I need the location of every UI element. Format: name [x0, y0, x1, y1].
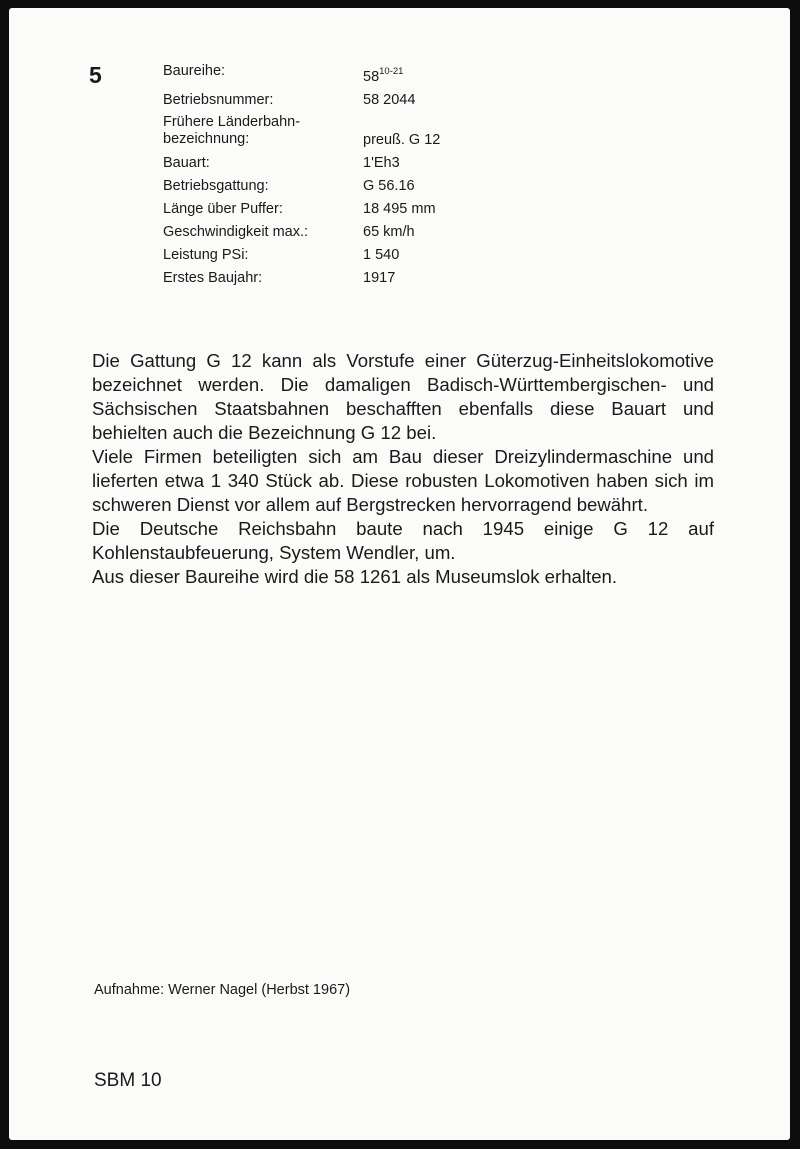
spec-label: Länge über Puffer: — [163, 201, 283, 217]
spec-label: Betriebsgattung: — [163, 178, 269, 194]
photo-credit: Aufnahme: Werner Nagel (Herbst 1967) — [94, 982, 351, 998]
spec-label — [163, 112, 363, 152]
spec-row — [163, 267, 440, 290]
spec-value — [363, 60, 403, 89]
spec-label: Baureihe: — [163, 63, 226, 79]
spec-label: Leistung PSi: — [163, 247, 249, 263]
description-paragraph: Aus dieser Baureihe wird die 58 1261 als Museumslok erhalten. — [92, 566, 618, 587]
spec-row — [163, 221, 440, 244]
spec-value: 18 495 mm — [363, 201, 436, 217]
spec-row — [163, 175, 440, 198]
spec-value: 65 km/h — [363, 224, 415, 240]
postcard-back — [9, 8, 790, 1140]
spec-label: Geschwindigkeit max.: — [163, 224, 309, 240]
spec-row — [163, 112, 440, 152]
spec-value: 1'Eh3 — [363, 155, 400, 171]
description-paragraph: Die Gattung G 12 kann als Vorstufe einer Güterzug-Einheitslokomotive bezeichnet werden. Die damaligen Badisch-Württembergischen- und Sächsischen Staatsbahnen beschafften ebenfalls diese Bauart und behielten auch die Bezeichnung G 12 bei. — [92, 350, 714, 443]
spec-table — [163, 60, 440, 290]
spec-value-superscript: 10-21 — [379, 66, 404, 77]
spec-value-main: 58 — [363, 69, 380, 85]
spec-label-line: bezeichnung: — [163, 131, 250, 147]
spec-value: 1917 — [363, 270, 396, 286]
spec-label: Bauart: — [163, 155, 210, 171]
series-code: SBM 10 — [94, 1070, 162, 1091]
spec-value: 58 2044 — [363, 92, 416, 108]
spec-label: Erstes Baujahr: — [163, 270, 263, 286]
spec-row — [163, 198, 440, 221]
spec-row — [163, 244, 440, 267]
spec-label-line: Frühere Länderbahn- — [163, 114, 301, 130]
spec-value: G 56.16 — [363, 178, 415, 194]
spec-value: 1 540 — [363, 247, 400, 263]
spec-row — [163, 152, 440, 175]
spec-row — [163, 60, 440, 89]
description-text — [92, 349, 714, 589]
spec-row — [163, 89, 440, 112]
description-paragraph: Viele Firmen beteiligten sich am Bau dieser Dreizylindermaschine und lieferten etwa 1 340 Stück ab. Diese robusten Lokomotiven haben sich im schweren Dienst vor allem auf Bergstrecken hervorragend bewährt. — [92, 446, 714, 515]
description-paragraph: Die Deutsche Reichsbahn baute nach 1945 einige G 12 auf Kohlenstaubfeuerung, System Wendler, um. — [92, 518, 714, 563]
card-number: 5 — [89, 62, 102, 88]
spec-label: Betriebsnummer: — [163, 92, 274, 108]
spec-value: preuß. G 12 — [363, 132, 441, 148]
